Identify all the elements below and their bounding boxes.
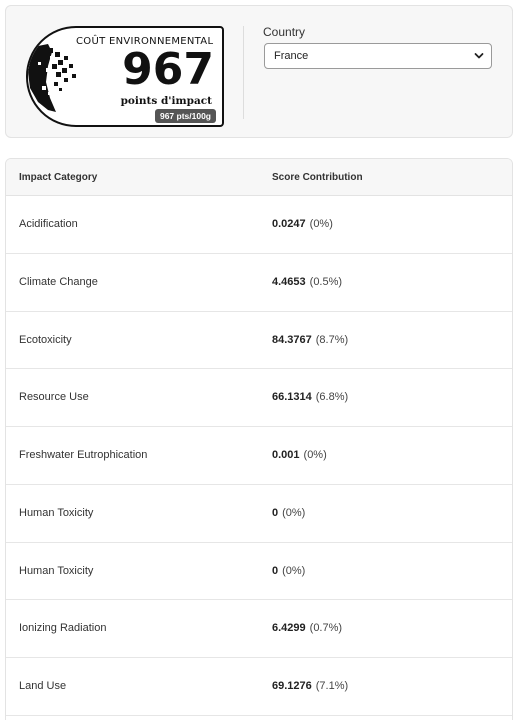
country-select[interactable]: [264, 43, 492, 69]
chevron-down-icon: [474, 51, 484, 61]
row-value: 6.4299: [272, 622, 306, 635]
country-select-value: France: [274, 50, 309, 62]
row-score: [272, 622, 342, 634]
badge-per-weight: 967 pts/100g: [155, 109, 216, 123]
card-divider: [243, 26, 244, 119]
row-value: 0: [272, 506, 279, 519]
row-category: Acidification: [19, 218, 78, 230]
environmental-cost-card: [5, 5, 513, 138]
table-row: [6, 543, 512, 601]
row-category: Ionizing Radiation: [19, 622, 107, 635]
row-percent: (0.5%): [309, 275, 343, 288]
row-category: Climate Change: [19, 275, 98, 288]
row-score: [272, 565, 305, 577]
row-percent: (6.8%): [315, 391, 349, 404]
row-value: 0.0247: [272, 218, 306, 230]
badge-score: 967: [122, 44, 214, 95]
row-value: 84.3767: [272, 333, 312, 346]
row-value: 4.4653: [272, 275, 306, 288]
row-category: Resource Use: [19, 391, 89, 404]
row-percent: (8.7%): [315, 333, 349, 346]
row-category: Land Use: [19, 680, 67, 692]
row-score: [272, 391, 348, 403]
row-percent: (0%): [309, 218, 333, 230]
header-score-contribution: Score Contribution: [272, 172, 363, 183]
row-value: 0.001: [272, 449, 300, 461]
table-row: [6, 600, 512, 658]
row-percent: (0%): [282, 506, 306, 519]
row-percent: (0%): [282, 564, 306, 577]
row-value: 0: [272, 564, 279, 577]
country-label: Country: [263, 25, 306, 39]
row-category: Ecotoxicity: [19, 333, 72, 346]
table-header: [6, 159, 512, 196]
row-score: [272, 680, 348, 692]
row-percent: (0%): [303, 449, 327, 461]
table-row: [6, 427, 512, 485]
table-row: [6, 485, 512, 543]
row-score: [272, 218, 333, 230]
row-value: 69.1276: [272, 680, 312, 692]
table-row: [6, 254, 512, 312]
row-category: Human Toxicity: [19, 564, 94, 577]
row-score: [272, 449, 327, 461]
table-row: [6, 369, 512, 427]
row-score: [272, 334, 348, 346]
row-percent: (0.7%): [309, 622, 343, 635]
table-row: [6, 658, 512, 716]
row-score: [272, 507, 305, 519]
table-row: [6, 312, 512, 370]
row-category: Freshwater Eutrophication: [19, 449, 148, 461]
row-value: 66.1314: [272, 391, 312, 404]
row-category: Human Toxicity: [19, 506, 94, 519]
impact-table: [5, 158, 513, 720]
badge-unit: points d'impact: [120, 95, 212, 107]
table-row: [6, 196, 512, 254]
pixel-globe-logo-icon: [28, 42, 78, 114]
environmental-cost-label: [26, 26, 224, 127]
row-score: [272, 276, 342, 288]
badge-title: COÛT ENVIRONNEMENTAL: [76, 36, 214, 47]
header-impact-category: Impact Category: [19, 172, 98, 183]
row-percent: (7.1%): [315, 680, 349, 692]
